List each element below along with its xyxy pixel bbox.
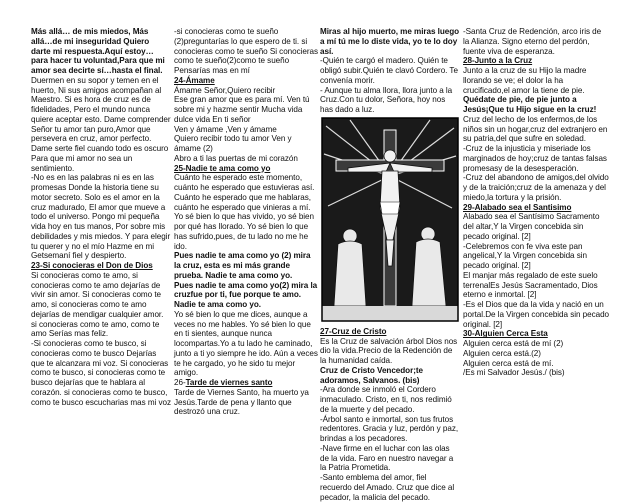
song27-verses: -Ara donde se inmoló el Cordero inmaculado. Cristo, en ti, nos redimió de la muerte y del pecado. -Árbol santo e inmortal, son tus frutos redentores. Gracia y luz, perdón y paz, brindas a los pecadores. -Nave firme en el luchar con las olas de la vida. Faro en nuestro navegar a la Patria Prometida. -Santo emblema del amor, fiel recuerdo del Amado. Cruz que dice al pecador, la malicia del pecado. [320,385,459,502]
song24-heading: 24-Ámame [174,75,215,85]
song26-title: Tarde de viernes santo [185,378,273,387]
song28-verses: Cruz del lecho de los enfermos,de los niños sin un hogar,cruz del extranjero en su patria,del que sufre en soledad. -Cruz de la injusticia y miseriade los marginados de hoy;cruz de tantas falsas promesasy de la desesperación. -Cruz del abandono de amigos,del olvido y de la traición;cruz de la amenaza y del miedo,la tortura y la prisión. [463,114,609,202]
song29-heading: 29-Alabado sea el Santisimo [463,202,572,212]
crucifixion-image [320,116,460,323]
song30-verses: Alguien cerca está de mí (2) Alguien cerca está.(2) Alguien cerca está de mí. /Es mi Salvador Jesús./ (bis) [463,339,565,378]
song23-continued: -si conocieras como te sueño (2)preguntarías lo que espero de ti. si conocieras como te sueño Si conocieras como te sueño(2)como te sueño Pensarías mas en mí [174,27,318,75]
crucifixion-illustration [320,116,460,323]
column-3 [320,27,460,502]
column-1 [31,27,171,489]
song28-verse-1: Junto a la cruz de su Hijo la madre llorando se ve; el dolor la ha crucificado,el amor la tiene de pie. [463,66,587,95]
song27-heading: 27-Cruz de Cristo [320,326,387,336]
song25-chorus: Pues nadie te ama como yo (2) mira la cruz, esta es mi más grande prueba. Nadie te ama como yo. Pues nadie te ama como yo(2) mira la cruzfue por ti, fue porque te amo. Nadie te ama como yo. [174,251,318,309]
song30-heading: 30-Alguien Cerca Esta [463,329,548,339]
column-4 [463,27,609,489]
song27-chorus: Cruz de Cristo Vencedor;te adoramos, Salvanos. (bis) [320,365,423,385]
song25-heading: 25-Nadie te ama como yo [174,163,271,173]
column-2 [174,27,318,489]
song26-intro: Miras al hijo muerto, me miras luego a mí tú me lo diste vida, yo te lo doy así. [320,27,460,56]
loincloth [380,202,400,214]
song28-heading: 28-Junto a la Cruz [463,56,533,66]
song27-verse-1: Es la Cruz de salvación árbol Dios nos dio la vida.Precio de la Redención de la humanidad caída. [320,336,458,365]
song25-verses: Cuánto he esperado este momento, cuánto he esperado que estuvieras así. Cuánto he esperado que me hablaras, cuánto he esperado que vinieras a mí. Yo sé bien lo que has vivido, yo sé bien por qué has llorado. Yo sé bien lo que has sufrido,pues, de tu lado no me he ido. [174,173,315,251]
song28-chorus: Quédate de pie, de pie junto a Jesús¡Que tu Hijo sigue en la cruz! [463,95,597,114]
song26-verses-2: -Quién te cargó el madero. Quién te obligó subir.Quién te clavó Cordero. Te convenía morir. - Aunque tu alma llora, llora junto a la Cruz.Con tu dolor, Señora, hoy nos has dado a luz. [320,56,458,114]
song23-verses: Si conocieras como te amo, si conocieras como te amo dejarías de vivir sin amor. Si conocieras como te amo, si conocieras como te amo dejarías de mendigar cualquier amor. si conocieras como te amo, como te amo Serías mas feliz. -Si conocieras como te busco, si conocieras como te busco Dejarías que te alcanzara mi voz. Si conocieras como te busco, si conocieras como te busco dejarías que te hablara al corazón. si conocieras como te busco, como te busco escucharias mas mi voz [31,270,171,407]
song29-verses: Alabado sea el Santísimo Sacramento del altar,Y la Virgen concebida sin pecado original. [2] -Celebremos con fe viva este pan angelical,Y la Virgen concebida sin pecado original. [2] El manjar más regalado de este suelo terrenalEs Jesús Sacramentado, Dios eterno e inmortal. [2] -Es el Dios que da la vida y nació en un portal.De la Virgen concebida sin pecado original. [2] [463,212,610,329]
song27-verses-2: -Santa Cruz de Redención, arco iris de la Alianza. Signo eterno del perdón, fuente viva de esperanza. [463,27,602,56]
song26-heading [174,378,318,388]
ground [322,306,458,321]
song26-verses: Tarde de Viernes Santo, ha muerto ya Jesús.Tarde de pena y llanto que destrozó una cruz. [174,387,309,417]
song25-verses-2: Yo sé bien lo que me dices, aunque a veces no me hables. Yo sé bien lo que en ti sientes, aunque nunca locompartas.Yo a tu lado he caminado, junto a ti yo siempre he ido. Aún a veces te he cargado, yo he sido tu mejor amigo. [174,309,318,378]
song22-intro: Más allá… de mis miedos, Más allá…de mi inseguridad Quiero darte mi respuesta.Aquí estoy… para hacer tu voluntad,Para que mi amor sea decirte sí…hasta el final. [31,27,165,75]
song22-verses: Duermen en su sopor y temen en el huerto, Ni sus amigos acompañan al Maestro. Si es hora de cruz es de fidelidades, Pero el mundo nunca quiere aceptar esto. Dame comprender Señor tu amor tan puro,Amor que persevera en cruz, amor perfecto. Dame serte fiel cuando todo es oscuro Para que mi amor no sea un sentimiento. -No es en las palabras ni es en las promesas Donde la historia tiene su motor secreto. Solo es el amor en la cruz madurado, El amor que mueve a todo el universo. Pongo mi pequeña vida hoy en tus manos, Por sobre mis debilidades y mis miedos. Y para elegir tu querer y no el mío Hazme en mi Getsemaní fiel y despierto. [31,75,171,261]
song23-heading: 23-Si conocieras el Don de Dios [31,261,153,270]
song24-verses: Ámame Señor,Quiero recibir Ese gran amor que es para mí. Ven tú sobre mi y hazme sentir Mucha vida dulce vida En ti señor Ven y ámame ,Ven y ámame Quiero recibir todo tu amor Ven y ámame (2) Abro a ti las puertas de mi corazón [174,85,310,163]
song26-number: 26- [174,378,186,387]
